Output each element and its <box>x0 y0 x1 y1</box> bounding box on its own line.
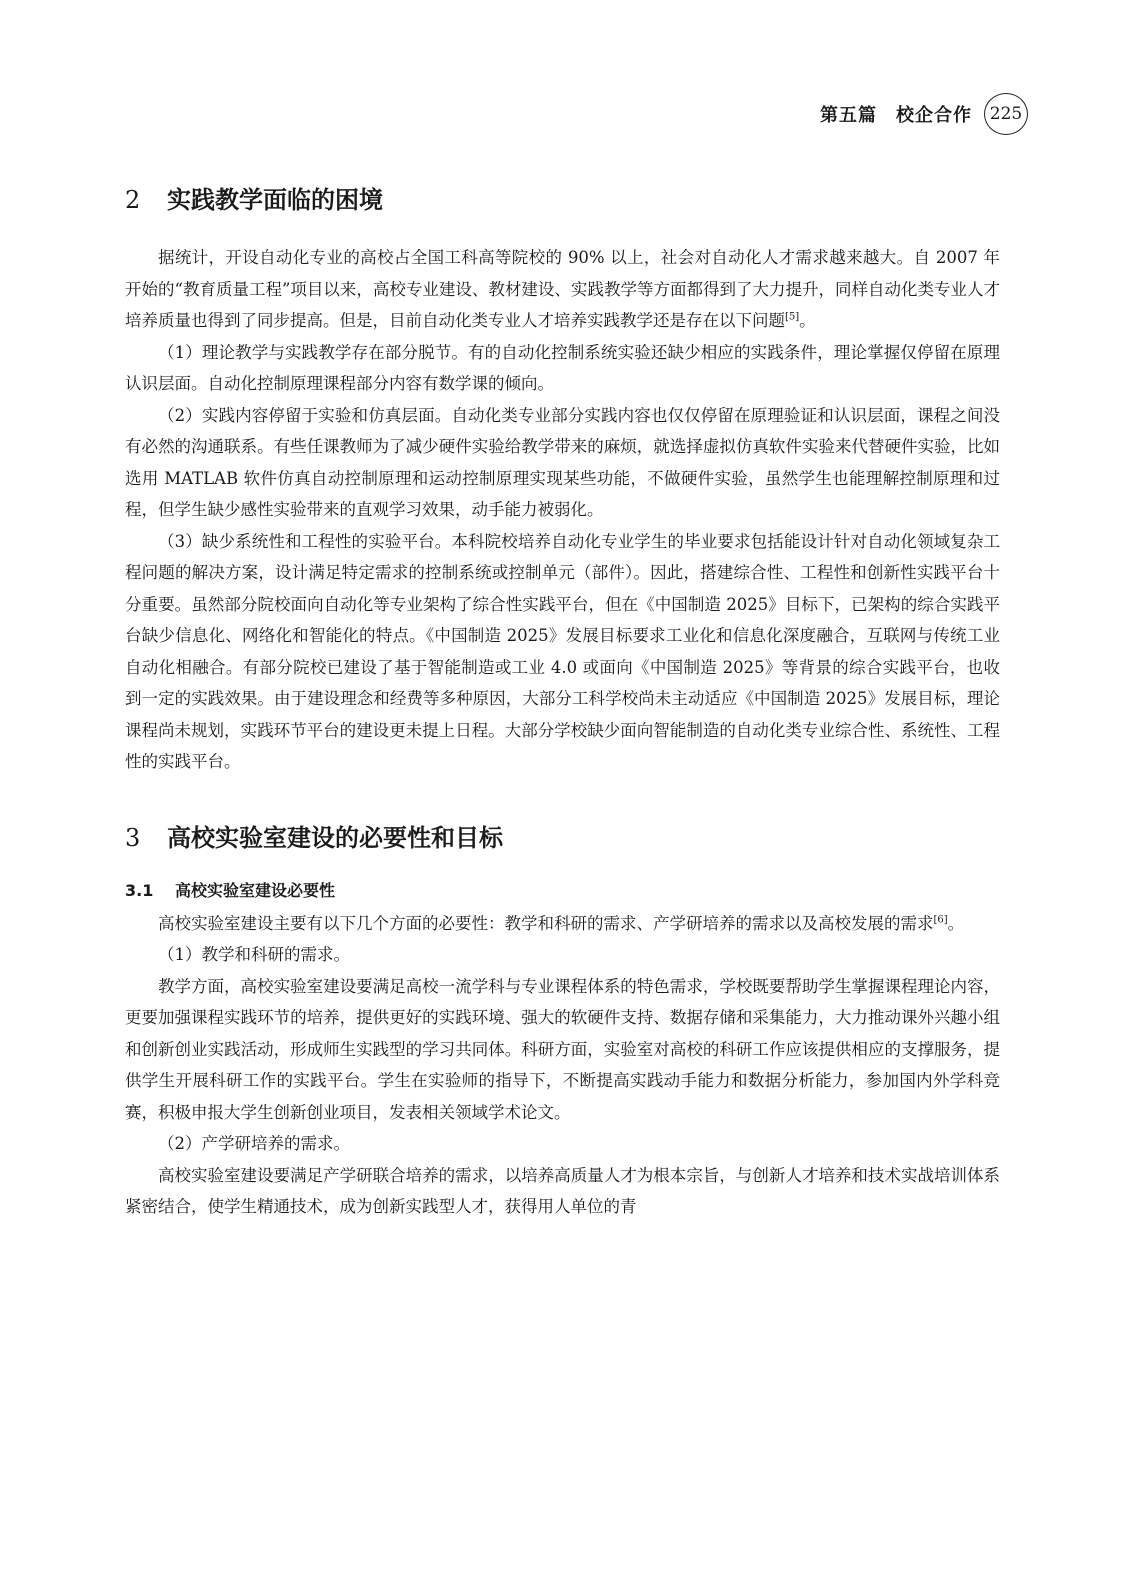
paragraph-text: 据统计，开设自动化专业的高校占全国工科高等院校的 90% 以上，社会对自动化人才需求越来越大。自 2007 年开始的“教育质量工程”项目以来，高校专业建设、教材建设、实践教学等方面都得到了大力提升，同样自动化类专业人才培养质量也得到了同步提高。但是，目前自动化类专业人才培养实践教学还是存在以下问题 <box>125 248 1000 330</box>
paragraph <box>125 908 1000 940</box>
running-title: 第五篇 校企合作 <box>820 105 972 126</box>
running-header <box>820 93 1028 135</box>
paragraph: （3）缺少系统性和工程性的实验平台。本科院校培养自动化专业学生的毕业要求包括能设计针对自动化领域复杂工程问题的解决方案，设计满足特定需求的控制系统或控制单元（部件）。因此，搭建综合性、工程性和创新性实践平台十分重要。虽然部分院校面向自动化等专业架构了综合性实践平台，但在《中国制造 2025》目标下，已架构的综合实践平台缺少信息化、网络化和智能化的特点。《中国制造 2025》发展目标要求工业化和信息化深度融合，互联网与传统工业自动化相融合。有部分院校已建设了基于智能制造或工业 4.0 或面向《中国制造 2025》等背景的综合实践平台，也收到一定的实践效果。由于建设理念和经费等多种原因，大部分工科学校尚未主动适应《中国制造 2025》发展目标，理论课程尚未规划，实践环节平台的建设更未提上日程。大部分学校缺少面向智能制造的自动化类专业综合性、系统性、工程性的实践平台。 <box>125 531 1000 771</box>
paragraph: 教学方面，高校实验室建设要满足高校一流学科与专业课程体系的特色需求，学校既要帮助学生掌握课程理论内容，更要加强课程实践环节的培养，提供更好的实践环境、强大的软硬件支持、数据存储和采集能力，大力推动课外兴趣小组和创新创业实践活动，形成师生实践型的学习共同体。科研方面，实验室对高校的科研工作应该提供相应的支撑服务，提供学生开展科研工作的实践平台。学生在实验师的指导下，不断提高实践动手能力和数据分析能力，参加国内外学科竞赛，积极申报大学生创新创业项目，发表相关领域学术论文。 <box>125 976 1000 1122</box>
section-number: 2 <box>125 186 141 214</box>
paragraph: （2）产学研培养的需求。 <box>158 1134 350 1153</box>
section-heading-2 <box>125 180 1000 220</box>
citation-ref: [5] <box>785 311 800 323</box>
paragraph: （1）理论教学与实践教学存在部分脱节。有的自动化控制系统实验还缺少相应的实践条件，理论掌握仅停留在原理认识层面。自动化控制原理课程部分内容有数学课的倾向。 <box>125 342 1000 393</box>
subsection-number: 3.1 <box>125 880 154 900</box>
paragraph-end: 。 <box>799 311 816 330</box>
paragraph: 高校实验室建设要满足产学研联合培养的需求，以培养高质量人才为根本宗旨，与创新人才培养和技术实战培训体系紧密结合，使学生精通技术，成为创新实践型人才，获得用人单位的青 <box>125 1165 1000 1216</box>
section-number: 3 <box>125 823 141 852</box>
section-title: 实践教学面临的困境 <box>167 186 383 214</box>
paragraph: （2）实践内容停留于实验和仿真层面。自动化类专业部分实践内容也仅仅停留在原理验证和认识层面，课程之间没有必然的沟通联系。有些任课教师为了减少硬件实验给教学带来的麻烦，就选择虚拟仿真软件实验来代替硬件实验，比如选用 MATLAB 软件仿真自动控制原理和运动控制原理实现某些功能，不做硬件实验，虽然学生也能理解控制原理和过程，但学生缺少感性实验带来的直观学习效果，动手能力被弱化。 <box>125 405 1000 519</box>
citation-ref: [6] <box>933 914 948 925</box>
page-number: 225 <box>984 93 1028 135</box>
paragraph: （1）教学和科研的需求。 <box>158 945 350 964</box>
paragraph-end: 。 <box>947 913 965 933</box>
subsection-title: 高校实验室建设必要性 <box>175 880 336 900</box>
page-body <box>125 180 1000 1223</box>
paragraph-text: 高校实验室建设主要有以下几个方面的必要性：教学和科研的需求、产学研培养的需求以及高校发展的需求 <box>158 913 934 933</box>
section-title: 高校实验室建设的必要性和目标 <box>167 823 503 852</box>
paragraph <box>125 242 1000 337</box>
section-heading-3 <box>125 818 1000 858</box>
subsection-heading-3-1 <box>125 878 1000 908</box>
